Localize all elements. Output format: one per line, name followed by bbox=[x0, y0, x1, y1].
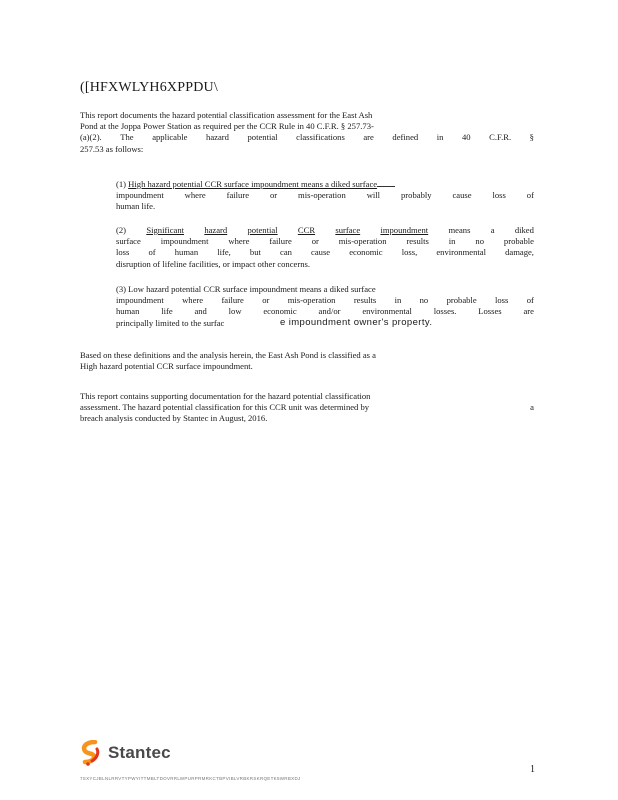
supporting-line: breach analysis conducted by Stantec in August, 2016. bbox=[80, 413, 268, 424]
word: no bbox=[475, 236, 484, 247]
word: life bbox=[161, 306, 173, 317]
word: losses. bbox=[433, 306, 457, 317]
word: mis-operation bbox=[338, 236, 387, 247]
word: of bbox=[148, 247, 156, 258]
word: in bbox=[448, 236, 456, 247]
high-hazard-prefix: (1) bbox=[116, 179, 129, 189]
word: economic bbox=[263, 306, 297, 317]
word: means bbox=[448, 225, 471, 235]
document-footer-code: 7SXYCJBLNLRRVTYPWYITTMBLTDOVRRLWPURPRMRKCTBPVIBLVRBKRSKRQETK5WRBXDJ bbox=[80, 776, 301, 781]
underline-rule bbox=[377, 178, 395, 187]
word: and/or bbox=[318, 306, 341, 317]
stantec-logo bbox=[80, 740, 171, 766]
word: surface bbox=[116, 236, 141, 247]
supporting-line-start: assessment. The hazard potential classification for this CCR unit was determined by bbox=[80, 402, 370, 413]
stantec-wordmark: Stantec bbox=[108, 743, 171, 762]
word: where bbox=[228, 236, 250, 247]
executive-summary-heading: ([HFXWLYH6XPPDU\ bbox=[80, 80, 218, 95]
high-hazard-definition bbox=[116, 178, 534, 213]
word: probably bbox=[401, 190, 432, 201]
word: The bbox=[120, 132, 134, 143]
low-hazard-justified-line bbox=[116, 295, 534, 306]
high-hazard-justified-line bbox=[116, 190, 534, 201]
word: (a)(2). bbox=[80, 132, 102, 143]
word: mis-operation bbox=[298, 190, 346, 201]
word: potential bbox=[247, 225, 278, 235]
word: in bbox=[436, 132, 444, 143]
word: classifications bbox=[296, 132, 345, 143]
word: will bbox=[366, 190, 381, 201]
word: probable bbox=[446, 295, 477, 306]
word: can bbox=[280, 247, 292, 258]
classification-line: High hazard potential CCR surface impoundment. bbox=[80, 361, 253, 372]
word: but bbox=[249, 247, 261, 258]
intro-justified-line bbox=[80, 132, 534, 143]
word: or bbox=[311, 236, 319, 247]
word: impoundment bbox=[380, 225, 429, 235]
classification-paragraph bbox=[80, 350, 534, 372]
word: cause bbox=[311, 247, 331, 258]
word: or bbox=[262, 295, 270, 306]
word: loss bbox=[492, 190, 506, 201]
significant-hazard-justified-line bbox=[116, 247, 534, 258]
supporting-line: This report contains supporting documentation for the hazard potential classification bbox=[80, 391, 371, 401]
word: surface bbox=[335, 225, 361, 235]
word: 40 bbox=[461, 132, 471, 143]
word: are bbox=[523, 306, 534, 317]
low-hazard-line: (3) Low hazard potential CCR surface impoundment means a diked surface bbox=[116, 284, 376, 294]
significant-hazard-definition bbox=[116, 225, 534, 270]
word: human bbox=[174, 247, 199, 258]
word: where bbox=[182, 295, 204, 306]
word: results bbox=[406, 236, 429, 247]
word: defined bbox=[392, 132, 419, 143]
word: of bbox=[526, 295, 534, 306]
high-hazard-line: human life. bbox=[116, 201, 156, 212]
significant-hazard-justified-line bbox=[116, 236, 534, 247]
word: failure bbox=[226, 190, 250, 201]
supporting-justified-line bbox=[80, 402, 534, 413]
word: human bbox=[116, 306, 140, 317]
word: (2) bbox=[116, 225, 127, 235]
word: impoundment bbox=[116, 190, 164, 201]
low-hazard-definition bbox=[116, 284, 534, 329]
word: loss bbox=[494, 295, 509, 306]
classification-line: Based on these definitions and the analysis herein, the East Ash Pond is classified as a bbox=[80, 350, 376, 360]
word: loss bbox=[116, 247, 130, 258]
word: impoundment bbox=[160, 236, 209, 247]
intro-line: This report documents the hazard potential classification assessment for the East Ash bbox=[80, 110, 373, 120]
word: applicable bbox=[152, 132, 188, 143]
word: a bbox=[490, 225, 495, 235]
intro-line: 257.53 as follows: bbox=[80, 143, 144, 154]
word: in bbox=[394, 295, 402, 306]
stantec-swirl-icon bbox=[80, 740, 102, 766]
word: loss, bbox=[401, 247, 418, 258]
word: where bbox=[184, 190, 206, 201]
word: failure bbox=[269, 236, 292, 247]
low-hazard-line-end: e impoundment owner's property. bbox=[280, 316, 433, 328]
word: C.F.R. bbox=[489, 132, 512, 143]
word: environmental bbox=[362, 306, 412, 317]
significant-hazard-line: disruption of lifeline facilities, or impact other concerns. bbox=[116, 258, 311, 269]
supporting-line-end: a bbox=[530, 402, 534, 413]
word: environmental bbox=[436, 247, 486, 258]
high-hazard-line bbox=[116, 178, 534, 190]
word: no bbox=[419, 295, 429, 306]
significant-hazard-justified-line bbox=[116, 225, 534, 236]
word: impoundment bbox=[116, 295, 164, 306]
high-hazard-term: High hazard potential CCR surface impoundment means a diked surface bbox=[128, 179, 378, 189]
page-number: 1 bbox=[530, 764, 535, 775]
word: are bbox=[363, 132, 374, 143]
word: mis-operation bbox=[287, 295, 336, 306]
word: life, bbox=[217, 247, 231, 258]
word: cause bbox=[452, 190, 472, 201]
word: probable bbox=[503, 236, 534, 247]
intro-line: Pond at the Joppa Power Station as required per the CCR Rule in 40 C.F.R. § 257.73- bbox=[80, 121, 374, 132]
intro-paragraph bbox=[80, 110, 534, 155]
word: economic bbox=[349, 247, 383, 258]
word: potential bbox=[247, 132, 278, 143]
word: Significant bbox=[146, 225, 185, 235]
word: § bbox=[529, 132, 534, 143]
word: failure bbox=[221, 295, 244, 306]
word: of bbox=[526, 190, 534, 201]
word: results bbox=[353, 295, 377, 306]
word: low bbox=[228, 306, 242, 317]
supporting-paragraph bbox=[80, 391, 534, 425]
word: hazard bbox=[206, 132, 229, 143]
word: diked bbox=[514, 225, 534, 235]
word: or bbox=[269, 190, 278, 201]
low-hazard-line-start: principally limited to the surfac bbox=[116, 317, 225, 328]
word: Losses bbox=[478, 306, 502, 317]
word: and bbox=[194, 306, 207, 317]
word: CCR bbox=[297, 225, 316, 235]
word: damage, bbox=[505, 247, 534, 258]
low-hazard-line bbox=[116, 318, 534, 329]
word: hazard bbox=[204, 225, 228, 235]
